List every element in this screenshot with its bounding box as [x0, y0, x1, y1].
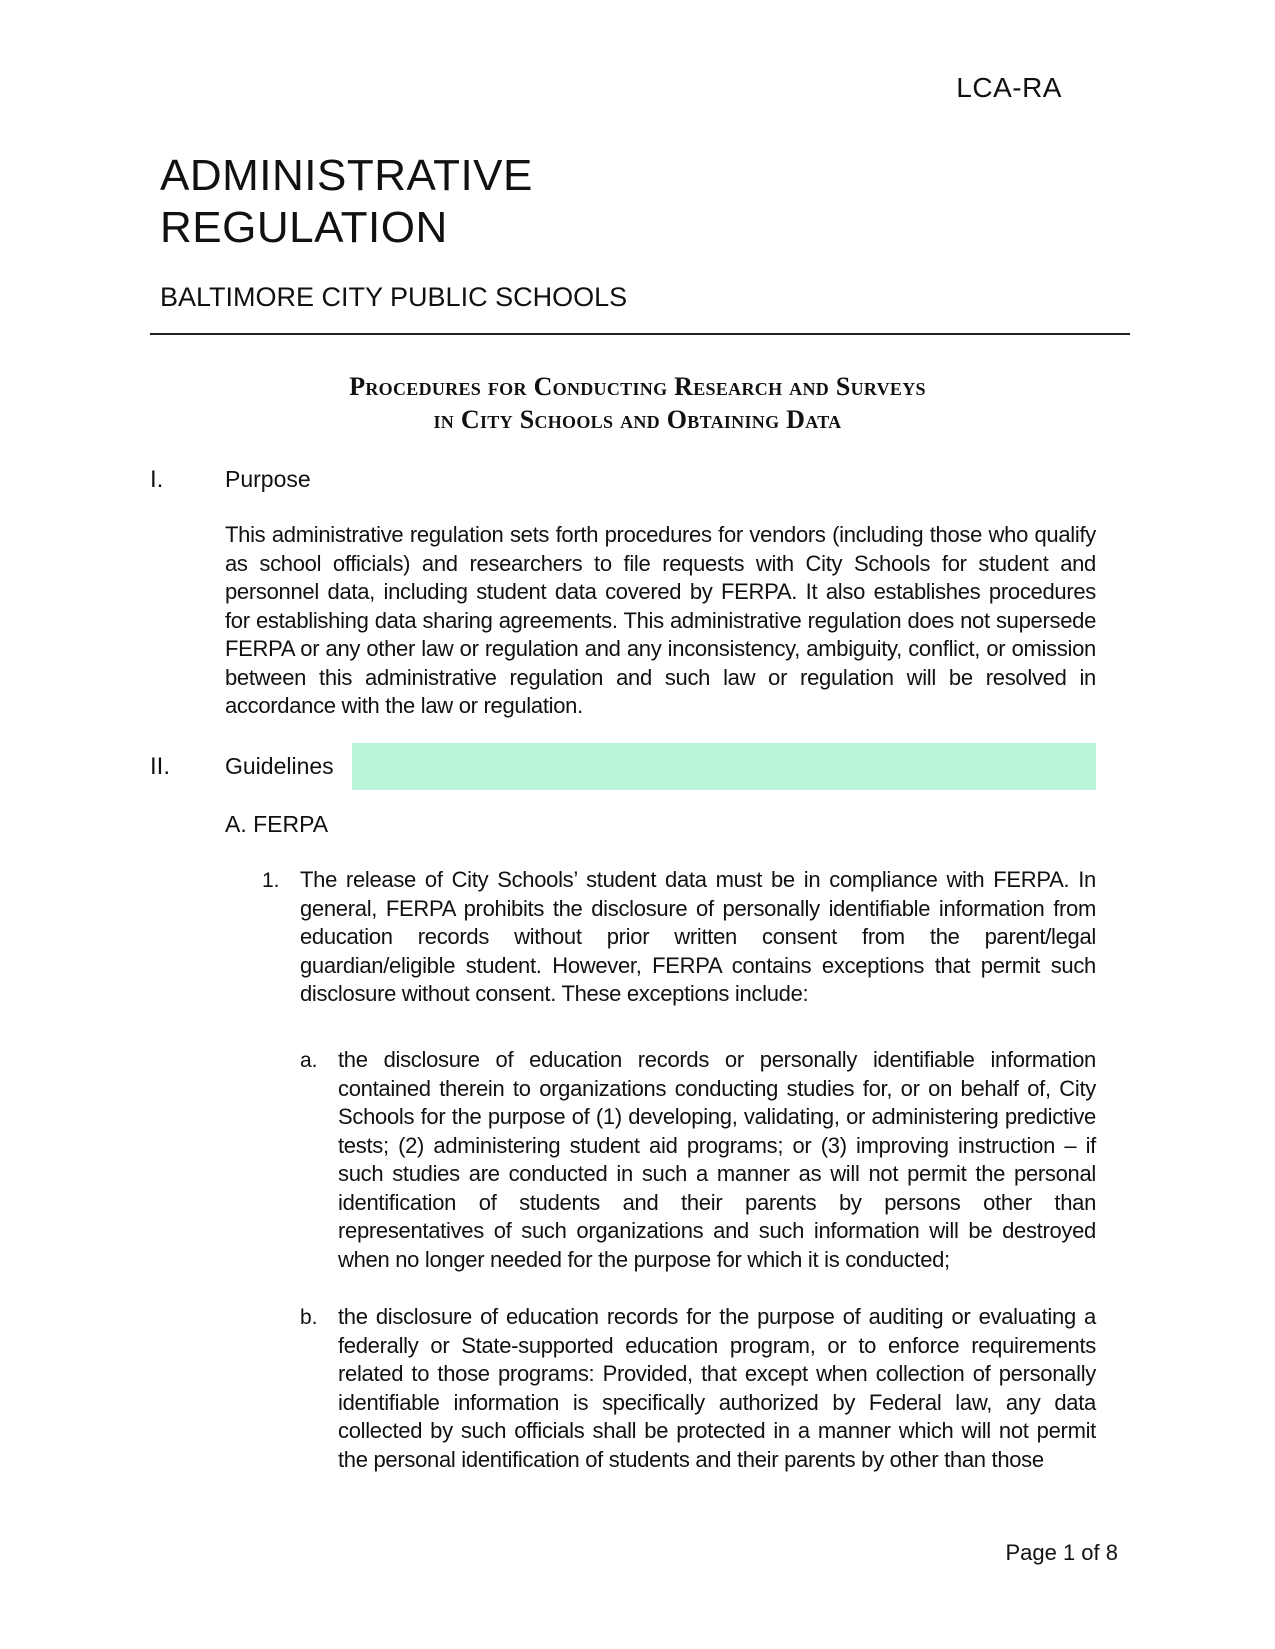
- list-marker-b: b.: [300, 1306, 318, 1329]
- list-marker-a: a.: [300, 1049, 318, 1072]
- title-line-2: REGULATION: [160, 203, 448, 252]
- list-marker-1: 1.: [262, 869, 280, 892]
- document-title-line-2: in City Schools and Obtaining Data: [433, 405, 842, 434]
- organization-name: BALTIMORE CITY PUBLIC SCHOOLS: [160, 282, 628, 312]
- item-a-paragraph: the disclosure of education records or personally identifiable information contained therein to organizations conducting studies for, or on behalf of, City Schools for the purpose of (1) developing, validating, or administering predictive tests; (2) administering student aid programs; or (3) improving instruction – if such studies are conducted in such a manner as will not permit the personal identification of students and their parents by persons other than representatives of such organizations and such information will be destroyed when no longer needed for the purpose for which it is conducted;: [338, 1047, 1096, 1272]
- document-title-line-1: Procedures for Conducting Research and Surveys: [349, 372, 926, 401]
- purpose-paragraph: This administrative regulation sets forth procedures for vendors (including those who qualify as school officials) and researchers to file requests with City Schools for student and personnel data, including student data covered by FERPA. It also establishes procedures for establishing data sharing agreements. This administrative regulation does not supersede FERPA or any other law or regulation and any inconsistency, ambiguity, conflict, or omission between this administrative regulation and such law or regulation will be resolved in accordance with the law or regulation.: [225, 522, 1096, 718]
- section-label-purpose: Purpose: [225, 466, 311, 492]
- header-divider: [150, 333, 1130, 335]
- section-number-guidelines: II.: [150, 753, 171, 780]
- page-number: Page 1 of 8: [1005, 1540, 1118, 1565]
- title-line-1: ADMINISTRATIVE: [160, 151, 533, 200]
- section-label-guidelines: Guidelines: [225, 753, 334, 779]
- subsection-a-heading: A. FERPA: [225, 811, 329, 837]
- document-code: LCA-RA: [956, 72, 1062, 103]
- section-number-purpose: I.: [150, 466, 164, 493]
- item-b-paragraph: the disclosure of education records for the purpose of auditing or evaluating a federally or State-supported education program, or to enforce requirements related to those programs: Provided, that except when collection of personally identifiable information is specifically authorized by Federal law, any data collected by such officials shall be protected in a manner which will not permit the personal identification of students and their parents by other than those: [338, 1304, 1096, 1472]
- item-1-paragraph: The release of City Schools’ student data must be in compliance with FERPA. In general, FERPA prohibits the disclosure of personally identifiable information from education records without prior written consent from the parent/legal guardian/eligible student. However, FERPA contains exceptions that permit such disclosure without consent. These exceptions include:: [300, 867, 1096, 1006]
- highlight-box: [352, 743, 1096, 790]
